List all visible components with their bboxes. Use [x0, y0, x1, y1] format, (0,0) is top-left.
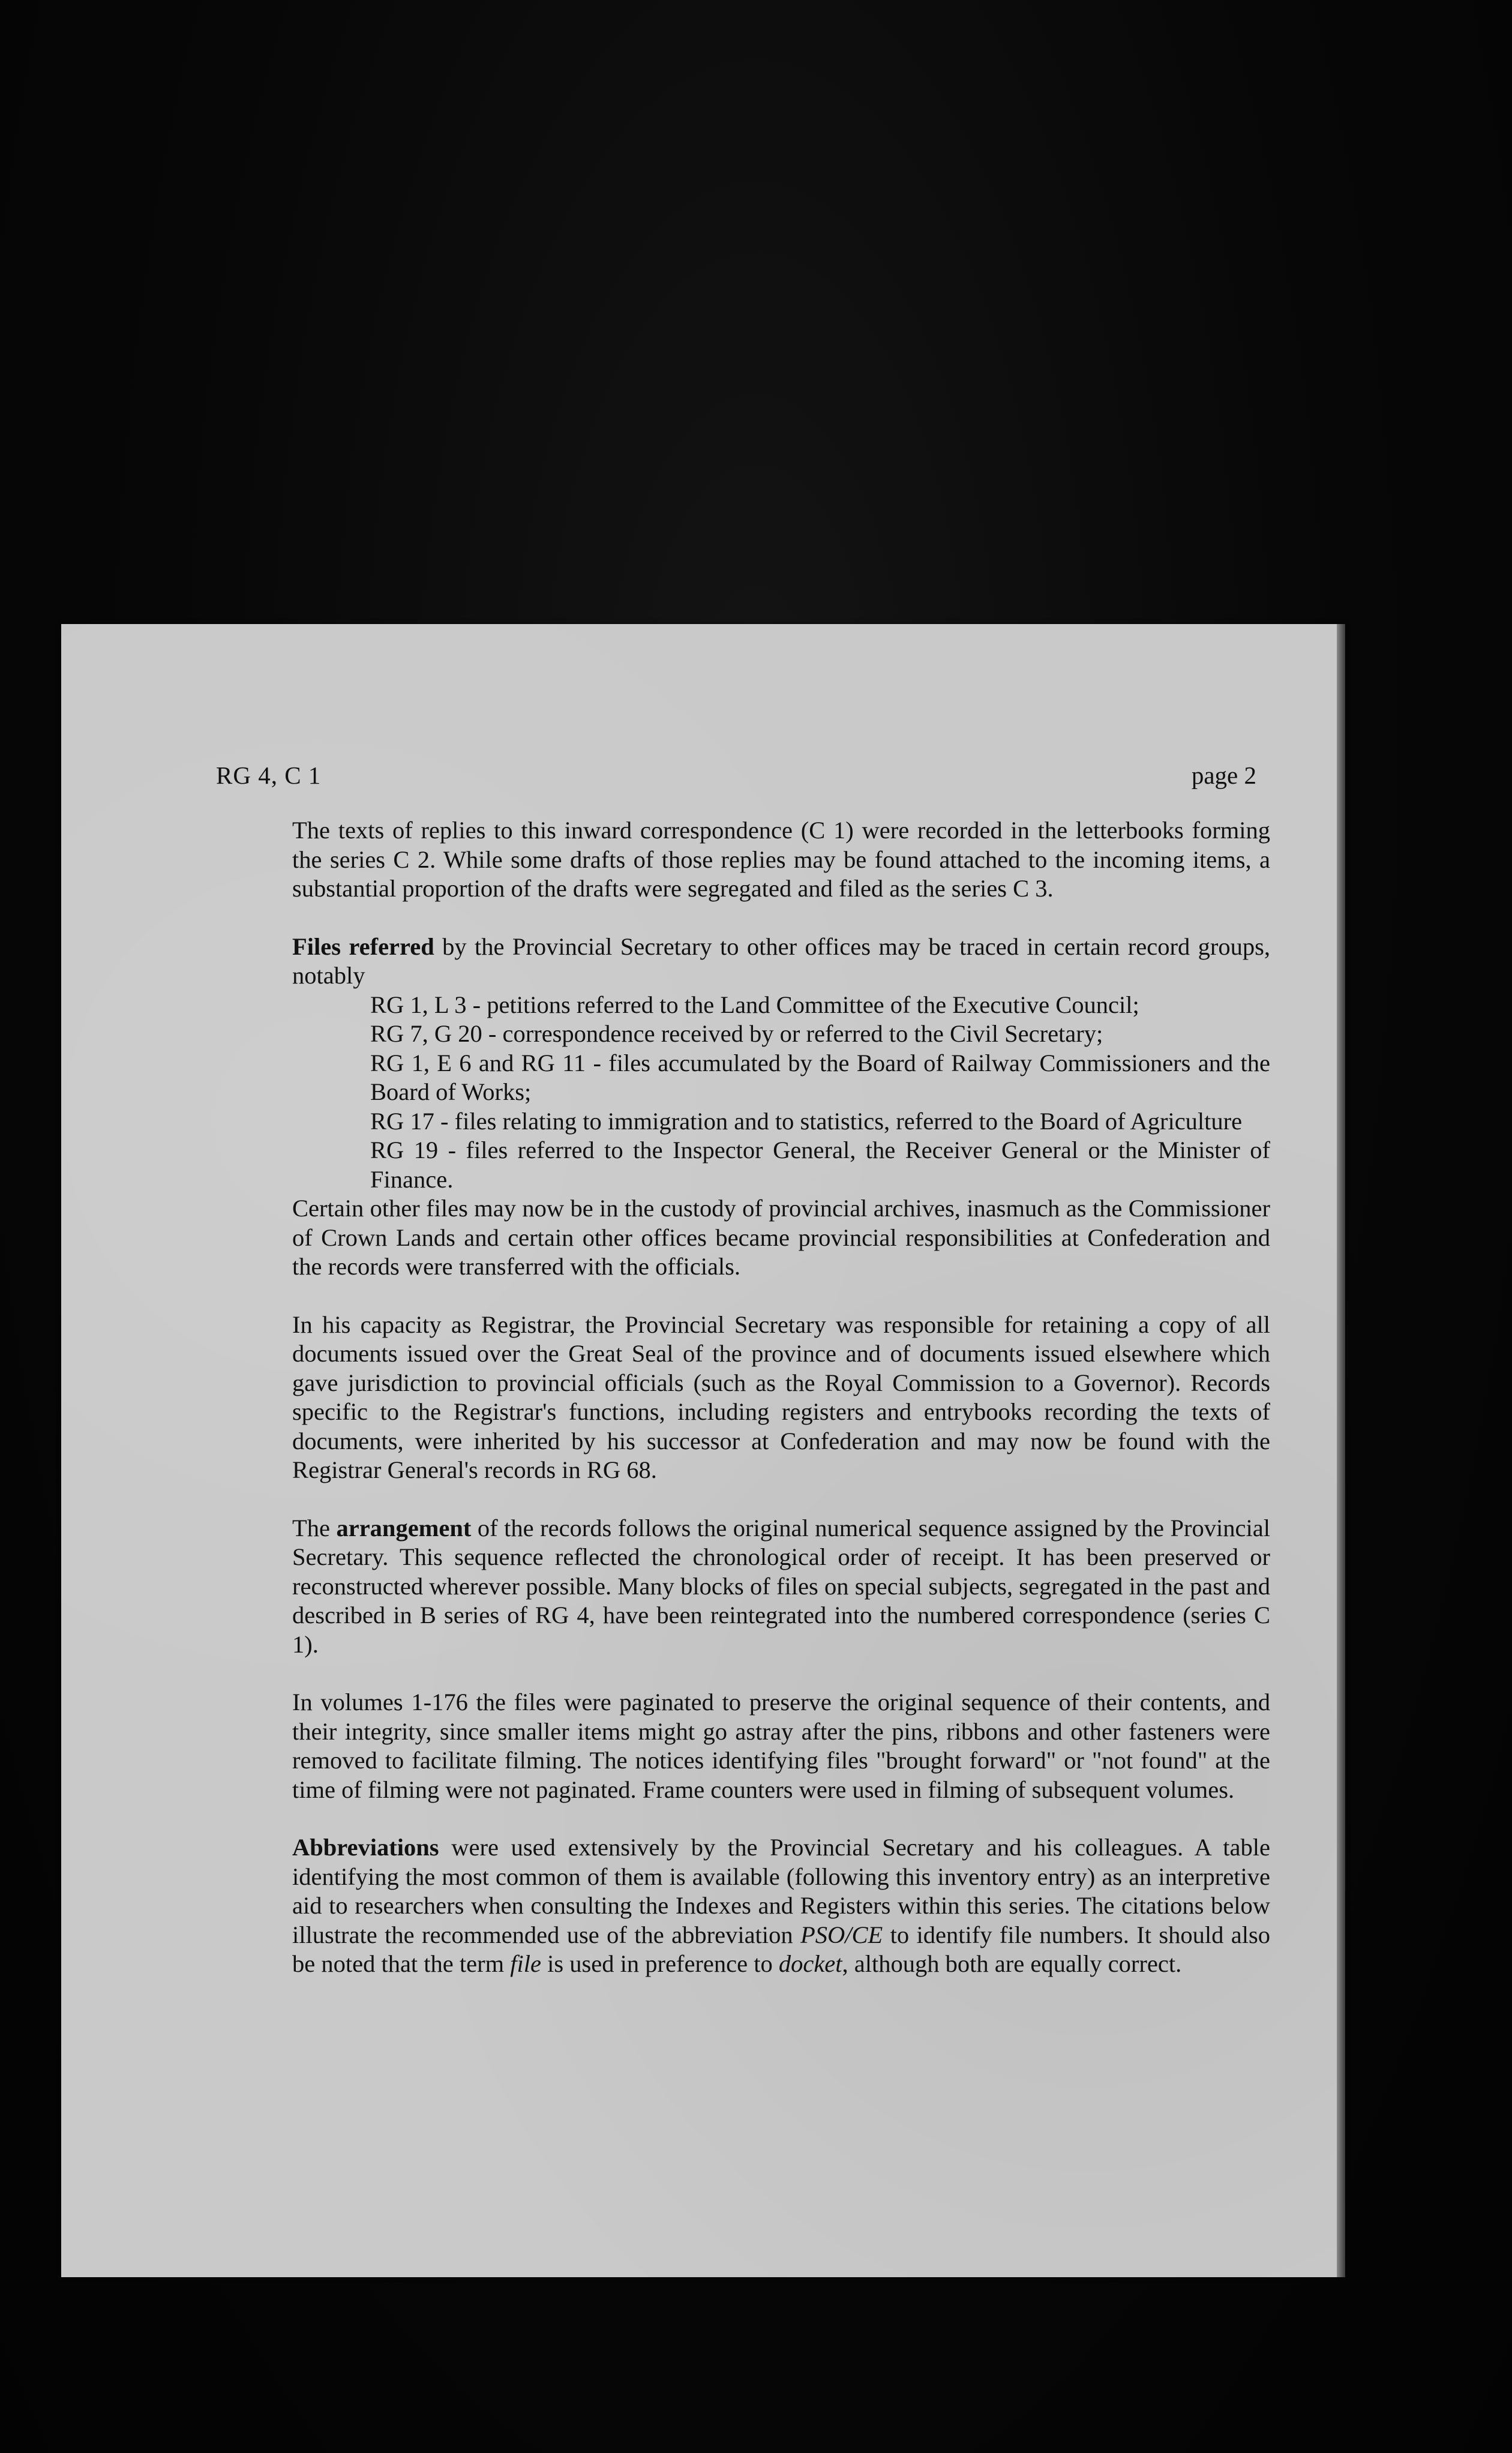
- term-docket: docket: [778, 1950, 842, 1977]
- term-file: file: [510, 1950, 541, 1977]
- list-item: RG 1, L 3 - petitions referred to the Land Committee of the Executive Council;: [370, 991, 1139, 1018]
- document-body: [292, 816, 1270, 2008]
- paragraph-pagination: In volumes 1-176 the files were paginated to preserve the original sequence of their contents, and their integrity, since smaller items might go astray after the pins, ribbons and other fasteners were removed to facilitate filming. The notices identifying files "brought forward" or "not found" at the time of filming were not paginated. Frame counters were used in filming of subsequent volumes.: [292, 1689, 1270, 1803]
- paragraph-provincial-archives: Certain other files may now be in the custody of provincial archives, inasmuch as the Commissioner of Crown Lands and certain other offices became provincial responsibilities at Confederation and the records were transferred with the officials.: [292, 1195, 1270, 1280]
- list-item: RG 17 - files relating to immigration and to statistics, referred to the Board of Agriculture: [370, 1107, 1243, 1135]
- arrangement-heading: arrangement: [336, 1514, 472, 1542]
- arrangement-text: of the records follows the original numerical sequence assigned by the Provincial Secretary. This sequence reflected the chronological order of receipt. It has been preserved or reconstructed wherever possible. Many blocks of files on special subjects, segregated in the past and described in B series of RG 4, have been reintegrated into the numbered correspondence (series C 1).: [292, 1514, 1270, 1658]
- paragraph-replies: The texts of replies to this inward correspondence (C 1) were recorded in the letterbooks forming the series C 2. While some drafts of those replies may be found attached to the incoming items, a substantial proportion of the drafts were segregated and filed as the series C 3.: [292, 817, 1270, 902]
- files-referred-text: by the Provincial Secretary to other offices may be traced in certain record groups, notably: [292, 932, 1270, 989]
- paragraph-arrangement: [292, 1514, 1270, 1660]
- paragraph-files-referred: [292, 932, 1270, 991]
- list-item: RG 19 - files referred to the Inspector General, the Receiver General or the Minister of Finance.: [370, 1136, 1270, 1193]
- list-item: RG 7, G 20 - correspondence received by or referred to the Civil Secretary;: [370, 1020, 1103, 1047]
- record-group-list: [292, 991, 1270, 1195]
- list-item: RG 1, E 6 and RG 11 - files accumulated by the Board of Railway Commissioners and the Board of Works;: [370, 1049, 1270, 1105]
- paragraph-abbreviations: [292, 1833, 1270, 1979]
- page-number: page 2: [1191, 761, 1256, 789]
- abbreviation-pso-ce: PSO/CE: [800, 1921, 883, 1948]
- abbreviations-text-b: to identify file numbers. It should also be noted that the term: [292, 1921, 1270, 1977]
- paragraph-registrar: In his capacity as Registrar, the Provincial Secretary was responsible for retaining a copy of all documents issued over the Great Seal of the province and of documents issued elsewhere which gave jurisdiction to provincial officials (such as the Royal Commission to a Governor). Records specific to the Registrar's functions, including registers and entrybooks recording the texts of documents, were inherited by his successor at Confederation and may now be found with the Registrar General's records in RG 68.: [292, 1311, 1270, 1483]
- abbreviations-text-d: , although both are equally correct.: [842, 1950, 1182, 1977]
- files-referred-heading: Files referred: [292, 932, 434, 960]
- record-group-reference: RG 4, C 1: [216, 761, 322, 789]
- arrangement-pre: The: [292, 1514, 337, 1542]
- document-page: [61, 624, 1345, 2277]
- abbreviations-text-c: is used in preference to: [541, 1950, 779, 1977]
- page-edge-shadow: [1337, 624, 1345, 2277]
- abbreviations-text-a: were used extensively by the Provincial Secretary and his colleagues. A table identifying the most common of them is available (following this inventory entry) as an interpretive aid to researchers when consulting the Indexes and Registers within this series. The citations below illustrate the recommended use of the abbreviation: [292, 1834, 1270, 1948]
- abbreviations-heading: Abbreviations: [292, 1834, 439, 1861]
